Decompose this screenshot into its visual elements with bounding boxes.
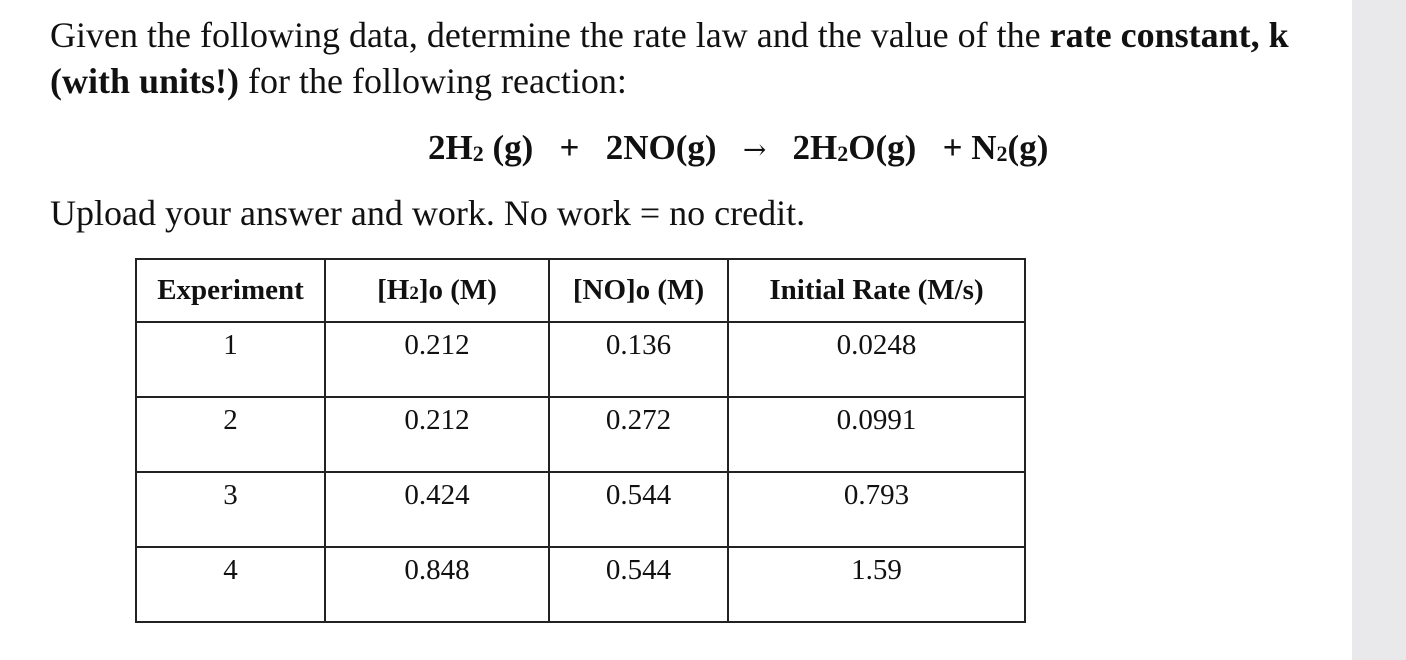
experiment-cell: 1 — [136, 322, 325, 397]
product-n2: N — [971, 128, 997, 167]
h2-cell: 0.212 — [325, 322, 549, 397]
reactant-no: 2NO(g) — [605, 128, 717, 167]
kinetics-data-table — [135, 258, 1026, 623]
product-h2o-tail: O(g) — [848, 128, 917, 167]
table-row — [136, 547, 1025, 622]
reactant-h2: 2H — [428, 128, 473, 167]
subscript: 2 — [996, 141, 1008, 166]
table-row — [136, 397, 1025, 472]
product-n2-tail: (g) — [1007, 128, 1049, 167]
upload-instructions: Upload your answer and work. No work = no credit. — [50, 193, 806, 233]
experiment-cell: 2 — [136, 397, 325, 472]
h2-cell: 0.424 — [325, 472, 549, 547]
no-cell: 0.136 — [549, 322, 728, 397]
plus-sign: + — [942, 128, 963, 167]
column-header-initial-rate: Initial Rate (M/s) — [728, 259, 1025, 322]
column-header-h2-concentration: [H2]o (M) — [325, 259, 549, 322]
rate-cell: 0.0248 — [728, 322, 1025, 397]
column-header-no-concentration: [NO]o (M) — [549, 259, 728, 322]
h2-cell: 0.848 — [325, 547, 549, 622]
rate-cell: 0.0991 — [728, 397, 1025, 472]
rate-constant-label: rate constant, k — [1049, 15, 1289, 55]
table-row — [136, 472, 1025, 547]
reaction-arrow-icon: → — [742, 133, 767, 166]
experiment-cell: 3 — [136, 472, 325, 547]
with-units-label: (with units!) — [50, 61, 240, 101]
table-header-row — [136, 259, 1025, 322]
intro-text-2: for the following reaction: — [239, 61, 627, 101]
plus-sign: + — [559, 128, 580, 167]
subscript: 2 — [472, 141, 484, 166]
column-header-experiment: Experiment — [136, 259, 325, 322]
intro-text-1: Given the following data, determine the rate law and the value of the — [50, 15, 1050, 55]
h2-cell: 0.212 — [325, 397, 549, 472]
rate-cell: 0.793 — [728, 472, 1025, 547]
chemical-equation — [428, 128, 1048, 168]
rate-cell: 1.59 — [728, 547, 1025, 622]
product-h2o: 2H — [792, 128, 838, 167]
table-row — [136, 322, 1025, 397]
state-label: (g) — [483, 128, 534, 167]
no-cell: 0.544 — [549, 547, 728, 622]
subscript: 2 — [837, 141, 849, 166]
no-cell: 0.544 — [549, 472, 728, 547]
problem-statement — [50, 12, 1340, 104]
no-cell: 0.272 — [549, 397, 728, 472]
experiment-cell: 4 — [136, 547, 325, 622]
